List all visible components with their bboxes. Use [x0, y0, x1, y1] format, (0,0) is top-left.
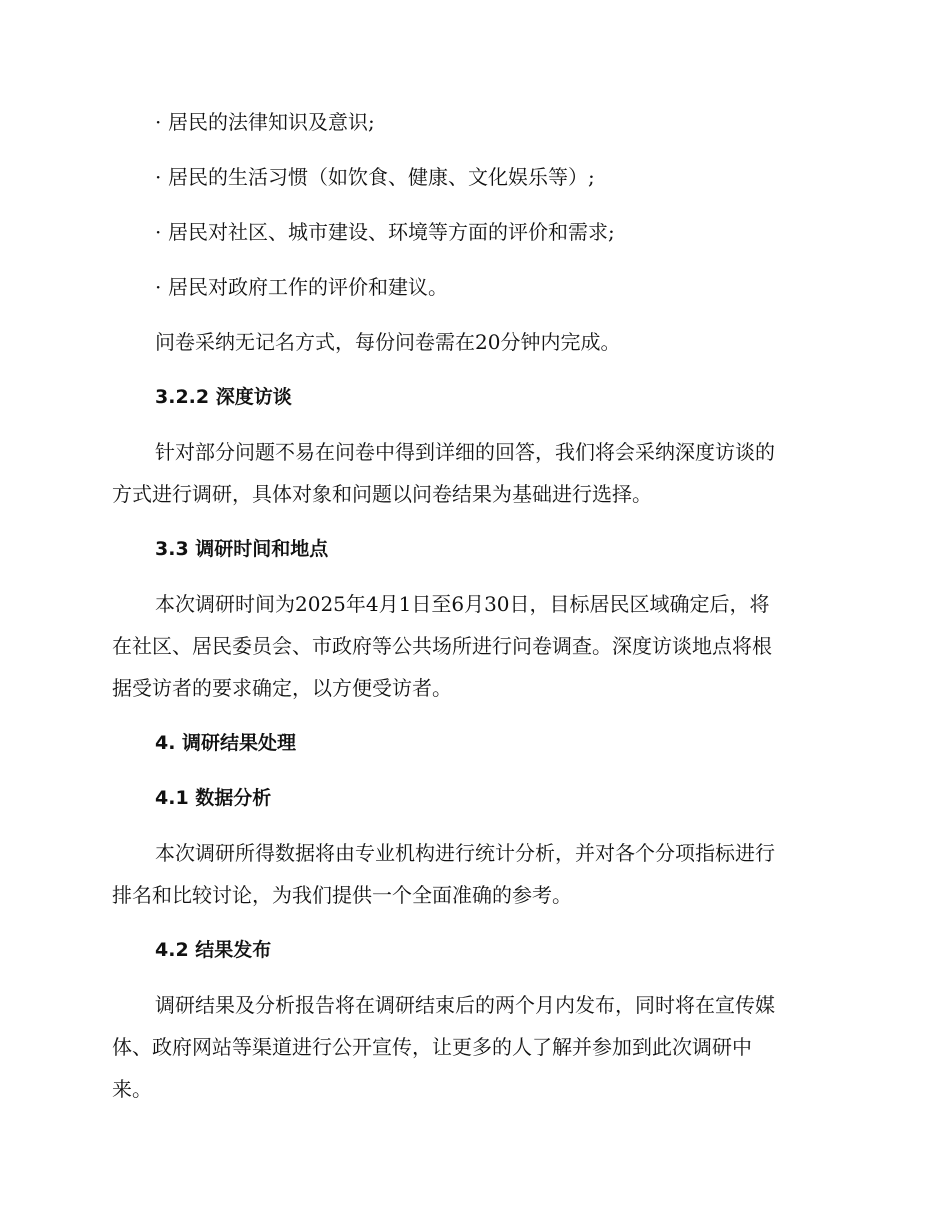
questionnaire-note: 问卷采纳无记名方式，每份问卷需在20分钟内完成。: [155, 330, 621, 354]
paragraph-line: 来。: [112, 1077, 152, 1101]
bullet-dot-icon: ·: [155, 275, 162, 299]
paragraph-line: 调研结果及分析报告将在调研结束后的两个月内发布，同时将在宣传媒: [155, 993, 775, 1017]
bullet-item: · 居民的生活习惯（如饮食、健康、文化娱乐等）;: [155, 165, 595, 189]
heading-3-2-2: 3.2.2 深度访谈: [155, 386, 292, 408]
heading-4: 4. 调研结果处理: [155, 732, 297, 754]
paragraph-line: 在社区、居民委员会、市政府等公共场所进行问卷调查。深度访谈地点将根: [112, 634, 772, 658]
document-content: [112, 108, 832, 1130]
paragraph-4-1: [112, 832, 832, 916]
paragraph-3-2-2: [112, 431, 832, 515]
bullet-item: · 居民对政府工作的评价和建议。: [155, 275, 448, 299]
paragraph-line: 体、政府网站等渠道进行公开宣传，让更多的人了解并参加到此次调研中: [112, 1035, 752, 1059]
bullet-dot-icon: ·: [155, 165, 162, 189]
bullet-item: · 居民对社区、城市建设、环境等方面的评价和需求;: [155, 220, 615, 244]
paragraph-line: 本次调研所得数据将由专业机构进行统计分析，并对各个分项指标进行: [155, 841, 775, 865]
bullet-dot-icon: ·: [155, 110, 162, 134]
heading-3-3: 3.3 调研时间和地点: [155, 538, 329, 560]
paragraph-line: 排名和比较讨论，为我们提供一个全面准确的参考。: [112, 883, 572, 907]
paragraph-line: 方式进行调研，具体对象和问题以问卷结果为基础进行选择。: [112, 482, 652, 506]
bullet-item: · 居民的法律知识及意识;: [155, 110, 375, 134]
paragraph-4-2: [112, 984, 832, 1110]
paragraph-line: 据受访者的要求确定，以方便受访者。: [112, 676, 452, 700]
heading-4-2: 4.2 结果发布: [155, 939, 272, 961]
paragraph-line: 针对部分问题不易在问卷中得到详细的回答，我们将会采纳深度访谈的: [155, 440, 775, 464]
paragraph-3-3: [112, 583, 832, 709]
heading-4-1: 4.1 数据分析: [155, 787, 272, 809]
bullet-dot-icon: ·: [155, 220, 162, 244]
paragraph-line: 本次调研时间为2025年4月1日至6月30日，目标居民区域确定后，将: [155, 592, 770, 616]
